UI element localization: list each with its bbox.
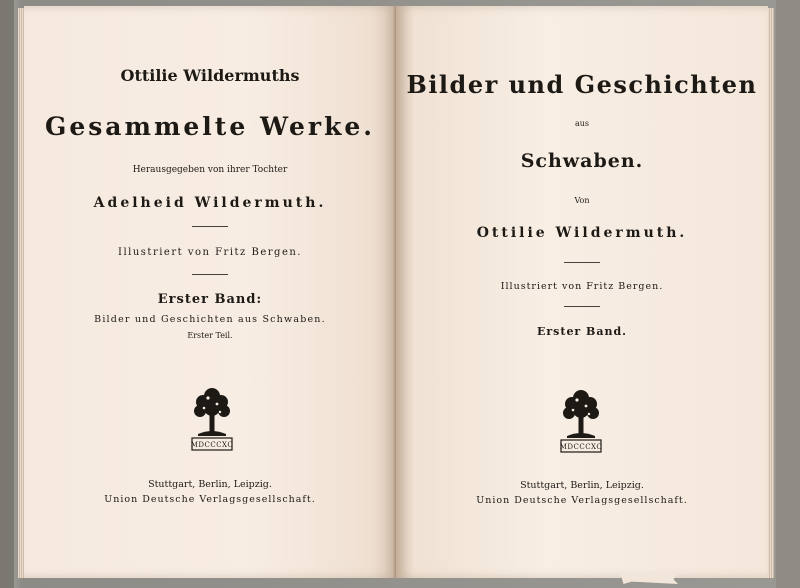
volume-label: Erster Band. <box>536 325 628 338</box>
divider-rule <box>564 306 600 307</box>
left-cover-edge <box>0 0 14 588</box>
divider-rule <box>192 226 228 227</box>
by-label: Von <box>574 196 590 205</box>
emblem-year: MDCCCXC <box>190 441 234 449</box>
right-cover-edge <box>776 0 800 588</box>
publication-place: Stuttgart, Berlin, Leipzig. <box>148 479 272 490</box>
author-name: Ottilie Wildermuth. <box>476 225 688 241</box>
torn-page-corner <box>620 572 678 584</box>
volume-title: Bilder und Geschichten aus Schwaben. <box>94 314 326 325</box>
book-title: Bilder und Geschichten <box>406 70 758 99</box>
emblem-year: MDCCCXC <box>559 443 603 451</box>
right-page <box>396 6 768 578</box>
publisher-name: Union Deutsche Verlagsgesellschaft. <box>476 495 688 506</box>
editor-note: Herausgegeben von ihrer Tochter <box>132 165 288 175</box>
author-heading: Ottilie Wildermuths <box>120 66 300 85</box>
left-page <box>24 6 396 578</box>
part-label: Erster Teil. <box>187 331 233 340</box>
publisher-name: Union Deutsche Verlagsgesellschaft. <box>104 494 316 505</box>
divider-rule <box>564 262 600 263</box>
editor-name: Adelheid Wildermuth. <box>93 195 327 211</box>
title-place: Schwaben. <box>520 150 644 172</box>
publication-place: Stuttgart, Berlin, Leipzig. <box>520 480 644 491</box>
tree-emblem-icon <box>190 384 234 454</box>
right-page-stack <box>768 8 774 578</box>
illustrator-credit: Illustriert von Fritz Bergen. <box>500 281 664 292</box>
divider-rule <box>192 274 228 275</box>
illustrator-credit: Illustriert von Fritz Bergen. <box>118 247 302 258</box>
title-connector: aus <box>574 119 590 128</box>
tree-emblem-icon <box>559 386 603 456</box>
series-title: Gesammelte Werke. <box>44 112 376 141</box>
volume-label: Erster Band: <box>157 292 263 307</box>
